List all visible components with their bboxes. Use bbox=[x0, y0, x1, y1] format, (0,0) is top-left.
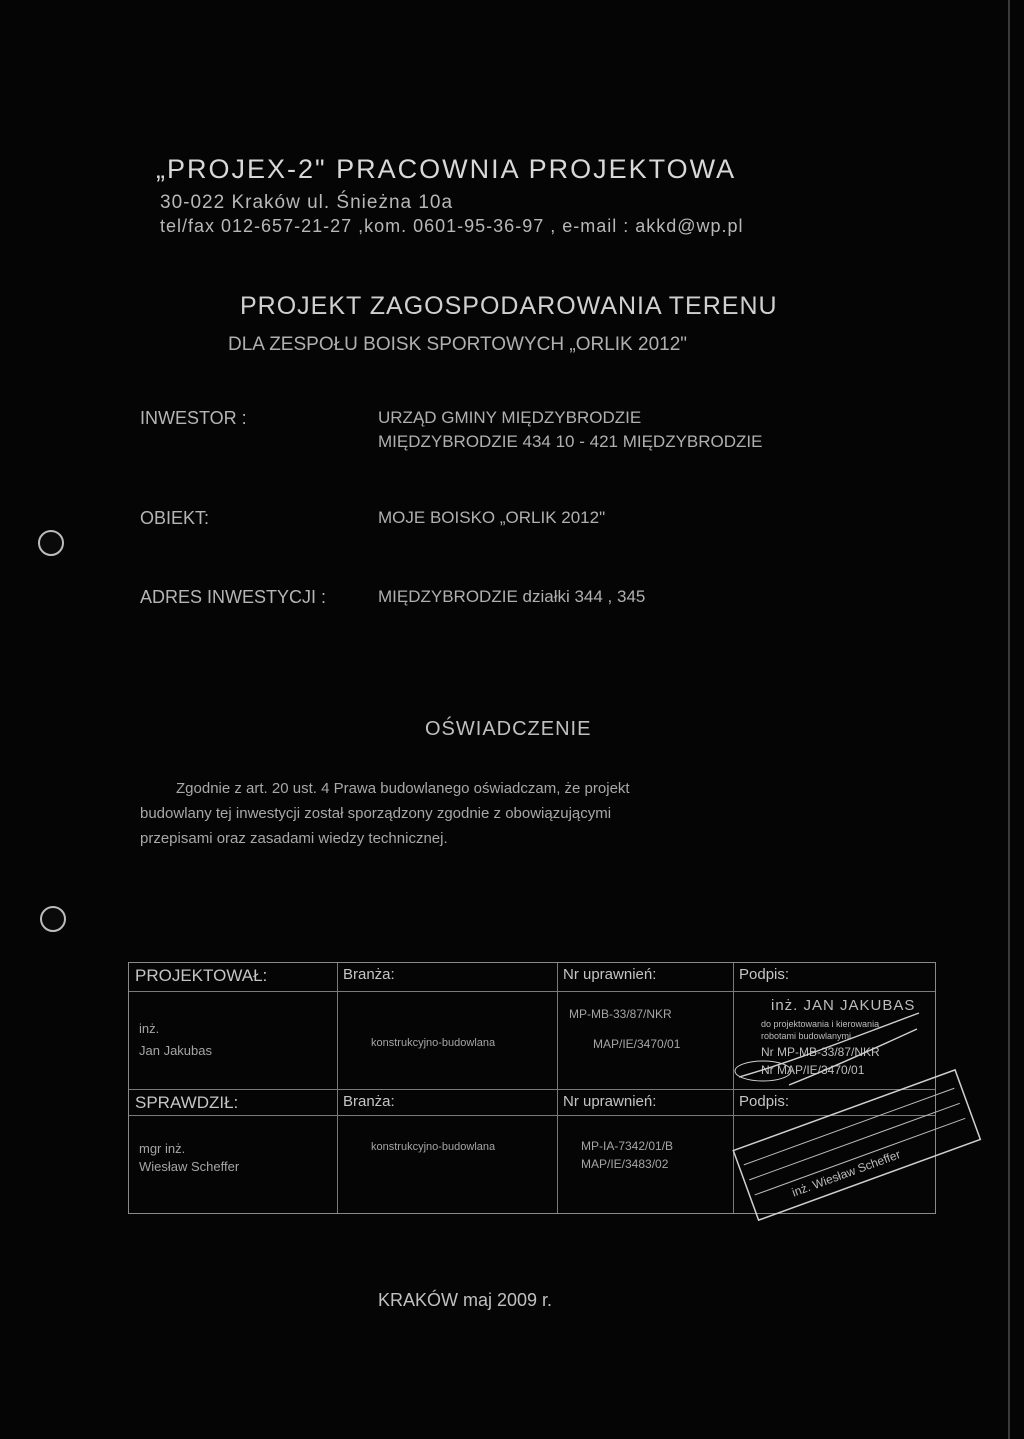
location-label: ADRES INWESTYCJI : bbox=[140, 587, 327, 607]
checker-permit-2: MAP/IE/3483/02 bbox=[581, 1157, 669, 1171]
project-subtitle: DLA ZESPOŁU BOISK SPORTOWYCH „ORLIK 2012" bbox=[228, 334, 688, 355]
table-divider bbox=[557, 963, 558, 1213]
signature-header: Podpis: bbox=[739, 1093, 790, 1110]
table-divider bbox=[129, 1115, 935, 1116]
designer-name: Jan Jakubas bbox=[139, 1043, 212, 1058]
stamp-name: inż. JAN JAKUBAS bbox=[771, 997, 916, 1014]
checker-title: mgr inż. bbox=[139, 1141, 186, 1156]
stamp-line-2: robotami budowlanymi bbox=[761, 1031, 852, 1041]
object-label: OBIEKT: bbox=[140, 508, 210, 528]
firm-address: 30-022 Kraków ul. Śnieżna 10a bbox=[160, 192, 454, 213]
branch-header: Branża: bbox=[343, 1093, 395, 1110]
checker-name: Wiesław Scheffer bbox=[139, 1159, 240, 1174]
designer-branch: konstrukcyjno-budowlana bbox=[371, 1037, 496, 1049]
investor-label: INWESTOR : bbox=[140, 408, 247, 428]
handwritten-signature bbox=[729, 999, 929, 1091]
branch-header: Branża: bbox=[343, 966, 395, 983]
firm-contact: tel/fax 012-657-21-27 ,kom. 0601-95-36-97 , e-mail : akkd@wp.pl bbox=[160, 216, 744, 236]
table-divider bbox=[337, 963, 338, 1213]
checker-branch: konstrukcyjno-budowlana bbox=[371, 1141, 496, 1153]
declaration-line-2: budowlany tej inwestycji został sporządzony zgodnie z obowiązującymi bbox=[140, 805, 612, 822]
table-divider bbox=[129, 991, 935, 992]
declaration-title: OŚWIADCZENIE bbox=[425, 718, 592, 740]
designer-permit-1: MP-MB-33/87/NKR bbox=[569, 1007, 672, 1021]
designer-permit-2: MAP/IE/3470/01 bbox=[593, 1037, 681, 1051]
stamp-line-3: Nr MP-MB-33/87/NKR bbox=[761, 1045, 880, 1059]
location-value: MIĘDZYBRODZIE działki 344 , 345 bbox=[378, 587, 646, 606]
punch-hole-icon bbox=[40, 906, 66, 932]
place-date: KRAKÓW maj 2009 r. bbox=[378, 1290, 553, 1310]
seal-name: inż. Wiesław Scheffer bbox=[789, 1147, 903, 1200]
investor-line-2: MIĘDZYBRODZIE 434 10 - 421 MIĘDZYBRODZIE bbox=[378, 432, 763, 451]
firm-name: „PROJEX-2" PRACOWNIA PROJEKTOWA bbox=[156, 154, 737, 184]
designer-title: inż. bbox=[139, 1021, 160, 1036]
permit-header: Nr uprawnień: bbox=[563, 1093, 657, 1110]
stamp-line-1: do projektowania i kierowania bbox=[761, 1019, 880, 1029]
signature-header: Podpis: bbox=[739, 966, 790, 983]
page-edge-line bbox=[1008, 0, 1010, 1439]
permit-header: Nr uprawnień: bbox=[563, 966, 657, 983]
checker-header: SPRAWDZIŁ: bbox=[135, 1093, 239, 1112]
punch-hole-icon bbox=[38, 530, 64, 556]
stamp-line-4: Nr MAP/IE/3470/01 bbox=[761, 1063, 865, 1077]
object-value: MOJE BOISKO „ORLIK 2012" bbox=[378, 508, 606, 527]
designer-header: PROJEKTOWAŁ: bbox=[135, 966, 268, 985]
investor-line-1: URZĄD GMINY MIĘDZYBRODZIE bbox=[378, 408, 642, 427]
project-title: PROJEKT ZAGOSPODAROWANIA TERENU bbox=[240, 292, 778, 320]
declaration-text bbox=[140, 776, 870, 851]
declaration-line-1: Zgodnie z art. 20 ust. 4 Prawa budowlanego oświadczam, że projekt bbox=[176, 780, 630, 797]
declaration-line-3: przepisami oraz zasadami wiedzy technicznej. bbox=[140, 830, 448, 847]
checker-permit-1: MP-IA-7342/01/B bbox=[581, 1139, 674, 1153]
